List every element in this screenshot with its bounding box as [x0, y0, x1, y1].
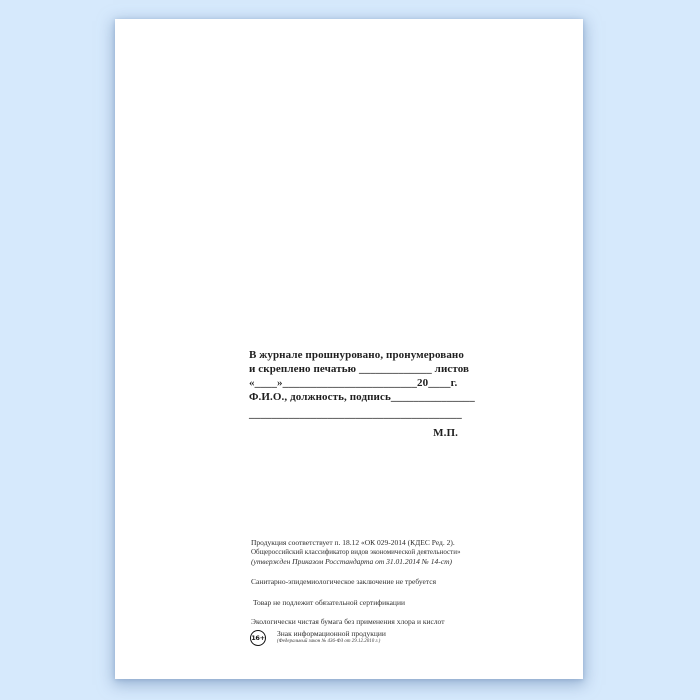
journal-back-page	[115, 19, 583, 679]
stitch-line-3: «____»________________________20____г.	[249, 377, 458, 389]
age-mark-law: (Федеральный закон № 436-ФЗ от 29.12.2010 г.)	[277, 639, 381, 644]
age-mark-texts	[277, 629, 386, 645]
certification-note: Товар не подлежит обязательной сертификации	[253, 598, 405, 607]
sanitary-note: Санитарно-эпидемиологическое заключение не требуется	[251, 577, 437, 586]
compliance-line-3: (утвержден Приказом Росстандарта от 31.01.2014 № 14-ст)	[251, 557, 452, 566]
stitch-line-4: Ф.И.О., должность, подпись_______________	[249, 391, 475, 403]
compliance-line-1: Продукция соответствует п. 18.12 «ОК 029-2014 (КДЕС Ред. 2).	[251, 538, 455, 547]
age-16-icon: 16+	[250, 630, 266, 646]
compliance-paragraph	[251, 538, 460, 567]
age-mark-title: Знак информационной продукции	[277, 629, 386, 638]
stitch-line-2: и скреплено печатью _____________ листов	[249, 363, 470, 375]
age-mark-row	[250, 629, 386, 646]
stitch-record-block	[249, 348, 475, 440]
signature-line: ______________________________________	[249, 408, 462, 420]
eco-paper-note: Экологически чистая бумага без применения хлора и кислот	[251, 617, 445, 626]
stitch-line-1: В журнале прошнуровано, пронумеровано	[249, 349, 464, 361]
seal-mark-label: М.П.	[433, 427, 458, 439]
compliance-line-2: Общероссийский классификатор видов экономической деятельности»	[251, 547, 461, 556]
